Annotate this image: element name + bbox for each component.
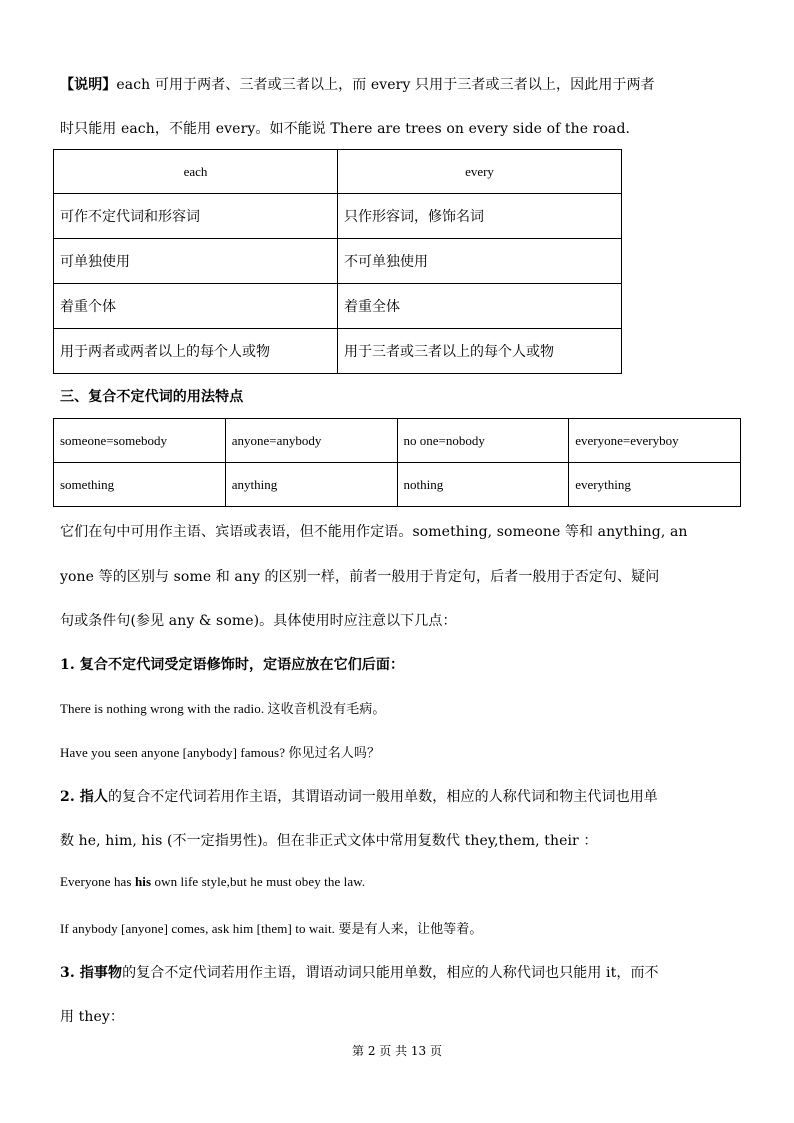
example-bold-word: his xyxy=(134,874,152,889)
page-footer: 第 2 页 共 13 页 xyxy=(352,1044,442,1058)
table-row xyxy=(54,419,741,463)
table-cell: everyone=everyboy xyxy=(569,419,741,463)
point-2-text: 的复合不定代词若用作主语，其谓语动词一般用单数，相应的人称代词和物主代词也用单 xyxy=(108,789,658,805)
table-row xyxy=(54,284,622,329)
each-every-table xyxy=(53,149,622,374)
point-1-heading: 1. 复合不定代词受定语修饰时，定语应放在它们后面： xyxy=(60,657,405,673)
table-row xyxy=(54,329,622,374)
note-line-1 xyxy=(60,74,655,94)
table-cell: everything xyxy=(569,463,741,507)
section-heading: 三、复合不定代词的用法特点 xyxy=(60,389,244,405)
paragraph-line: 它们在句中可用作主语、宾语或表语，但不能用作定语。something, someone 等和 anything, an xyxy=(60,524,688,540)
table-row xyxy=(54,463,741,507)
point-3-number: 3. xyxy=(60,965,80,981)
table-cell: 着重个体 xyxy=(54,284,338,329)
table-cell: 用于三者或三者以上的每个人或物 xyxy=(338,329,622,374)
paragraph-line: yone 等的区别与 some 和 any 的区别一样，前者一般用于肯定句，后者一般用于否定句、疑问 xyxy=(60,569,660,585)
header-each: each xyxy=(54,150,338,194)
table-row xyxy=(54,194,622,239)
table-cell: something xyxy=(54,463,226,507)
table-cell: 可作不定代词和形容词 xyxy=(54,194,338,239)
table-header-row xyxy=(54,150,622,194)
example-part: own life style,but he must obey the law. xyxy=(151,874,366,889)
compound-pronoun-table xyxy=(53,418,741,507)
table-cell: someone=somebody xyxy=(54,419,226,463)
table-cell: 着重全体 xyxy=(338,284,622,329)
table-cell: anything xyxy=(225,463,397,507)
table-cell: 用于两者或两者以上的每个人或物 xyxy=(54,329,338,374)
header-every: every xyxy=(338,150,622,194)
point-3-line-2: 用 they： xyxy=(60,1009,124,1025)
note-label: 【说明】 xyxy=(60,77,117,93)
example-sentence: Have you seen anyone [anybody] famous? 你见过名人吗？ xyxy=(60,745,381,760)
note-text-1: each 可用于两者、三者或三者以上，而 every 只用于三者或三者以上，因此用于两者 xyxy=(116,77,655,93)
example-sentence: There is nothing wrong with the radio. 这收音机没有毛病。 xyxy=(60,701,386,716)
point-3-text: 的复合不定代词若用作主语，谓语动词只能用单数，相应的人称代词也只能用 it，而不 xyxy=(122,965,659,981)
example-sentence xyxy=(60,874,365,890)
point-3-keyword: 指事物 xyxy=(79,965,123,981)
example-part: Everyone has xyxy=(60,874,135,889)
table-cell: no one=nobody xyxy=(397,419,569,463)
point-2-line-2: 数 he, him, his (不一定指男性)。但在非正式文体中常用复数代 they,them, their ： xyxy=(60,833,598,849)
note-line-2: 时只能用 each，不能用 every。如不能说 There are trees on every side of the road. xyxy=(60,121,631,137)
point-3-line-1 xyxy=(60,962,659,982)
table-cell: 可单独使用 xyxy=(54,239,338,284)
table-cell: 不可单独使用 xyxy=(338,239,622,284)
paragraph-line: 句或条件句(参见 any & some)。具体使用时应注意以下几点： xyxy=(60,613,457,629)
point-2-keyword: 指人 xyxy=(79,789,108,805)
table-cell: nothing xyxy=(397,463,569,507)
table-cell: 只作形容词，修饰名词 xyxy=(338,194,622,239)
point-2-number: 2. xyxy=(60,789,80,805)
example-sentence: If anybody [anyone] comes, ask him [them] to wait. 要是有人来，让他等着。 xyxy=(60,921,483,936)
table-row xyxy=(54,239,622,284)
point-2-line-1 xyxy=(60,786,658,806)
table-cell: anyone=anybody xyxy=(225,419,397,463)
